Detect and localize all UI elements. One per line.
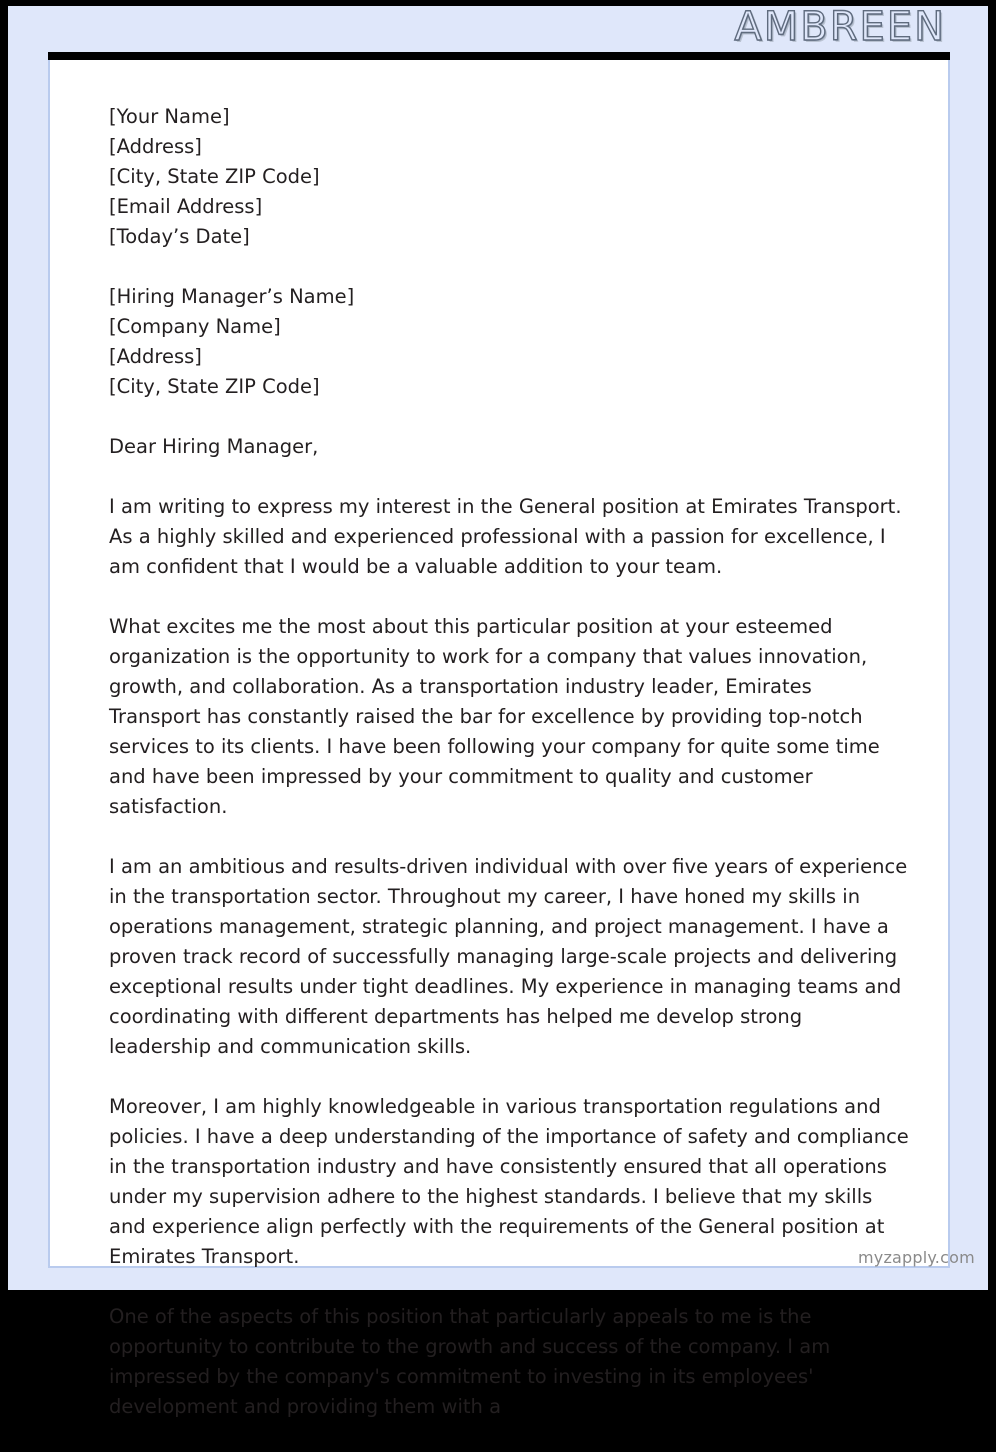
letter-paragraph: Moreover, I am highly knowledgeable in various transportation regulations and policies. I have a deep understanding of the importance of safety and compliance in the transportation industry and have consistently ensured that all operations under my supervision adhere to the highest standards. I believe that my skills and experience align perfectly with the requirements of the General position at Emirates Transport. bbox=[109, 1095, 909, 1268]
sender-address-block bbox=[109, 102, 909, 252]
cover-letter-body bbox=[109, 102, 909, 1452]
site-watermark: myzapply.com bbox=[858, 1248, 975, 1267]
recipient-line: [Hiring Manager’s Name] bbox=[109, 285, 355, 308]
letter-paragraph: What excites me the most about this particular position at your esteemed organization is the opportunity to work for a company that values innovation, growth, and collaboration. As a transportation industry leader, Emirates Transport has constantly raised the bar for excellence by providing top-notch services to its clients. I have been following your company for quite some time and have been impressed by your commitment to quality and customer satisfaction. bbox=[109, 615, 880, 818]
recipient-address-block bbox=[109, 282, 909, 402]
header-divider-rule bbox=[48, 52, 950, 60]
salutation: Dear Hiring Manager, bbox=[109, 435, 319, 458]
recipient-line: [Company Name] bbox=[109, 315, 281, 338]
sender-line: [City, State ZIP Code] bbox=[109, 165, 320, 188]
sender-line: [Your Name] bbox=[109, 105, 230, 128]
sender-line: [Email Address] bbox=[109, 195, 263, 218]
recipient-line: [Address] bbox=[109, 345, 202, 368]
recipient-line: [City, State ZIP Code] bbox=[109, 375, 320, 398]
brand-name-heading: AMBREEN bbox=[734, 4, 946, 50]
letter-paragraph: I am writing to express my interest in the General position at Emirates Transport. As a highly skilled and experienced professional with a passion for excellence, I am confident that I would be a valuable addition to your team. bbox=[109, 495, 902, 578]
document-header bbox=[8, 6, 988, 52]
document-canvas bbox=[8, 4, 988, 1418]
letter-paragraph: One of the aspects of this position that particularly appeals to me is the opportunity to contribute to the growth and success of the company. I am impressed by the company's commitment to investing in its employees' development and providing them with a bbox=[109, 1305, 831, 1418]
letter-sheet bbox=[48, 60, 975, 1418]
sender-line: [Today’s Date] bbox=[109, 225, 250, 248]
letter-paragraph: I am an ambitious and results-driven individual with over five years of experience in the transportation sector. Throughout my career, I have honed my skills in operations management, strategic planning, and project management. I have a proven track record of successfully managing large-scale projects and delivering exceptional results under tight deadlines. My experience in managing teams and coordinating with different departments has helped me develop strong leadership and communication skills. bbox=[109, 855, 908, 1058]
sender-line: [Address] bbox=[109, 135, 202, 158]
